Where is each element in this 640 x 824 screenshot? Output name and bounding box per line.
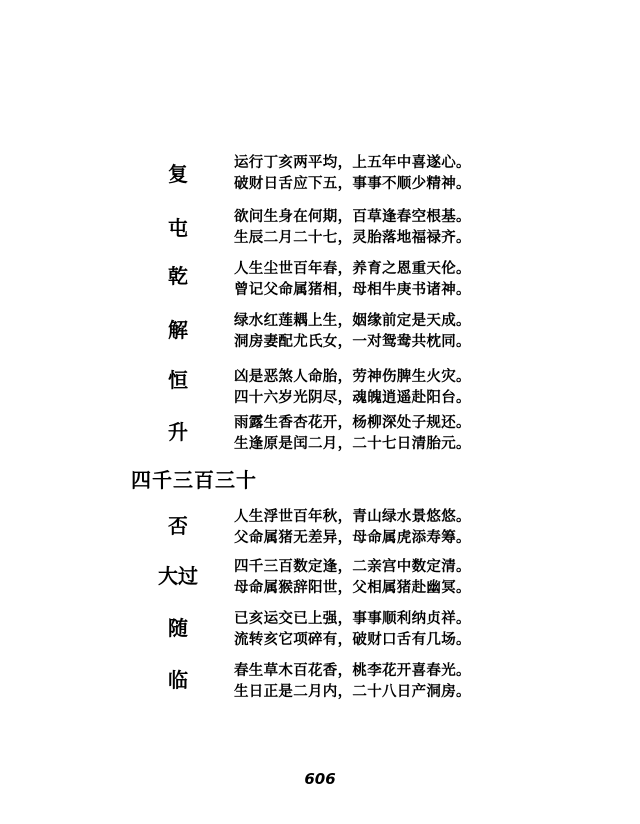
verse-entry-daguo xyxy=(0,554,640,610)
hexagram-name: 随 xyxy=(168,616,188,640)
verse-line-2: 洞房妻配尤氏女，一对鸳鸯共枕同。 xyxy=(234,333,471,350)
verse-entry-sheng xyxy=(0,410,640,466)
verse-line-1: 四千三百数定逢，二亲宫中数定清。 xyxy=(234,558,471,575)
verse-line-2: 流转亥它项碎有，破财口舌有几场。 xyxy=(234,631,471,648)
verse-entry-qian xyxy=(0,256,640,312)
verse-entry-lin xyxy=(0,658,640,714)
verse-line-1: 已亥运交已上强，事事顺利纳贞祥。 xyxy=(234,610,471,627)
hexagram-name: 解 xyxy=(168,318,188,342)
hexagram-name: 大过 xyxy=(158,564,198,588)
verse-line-2: 父命属猪无差异，母命属虎添寿筹。 xyxy=(234,529,471,546)
page-number: 606 xyxy=(304,770,336,788)
hexagram-name: 乾 xyxy=(168,264,188,288)
verse-line-1: 绿水红莲耦上生，姻缘前定是天成。 xyxy=(234,312,471,329)
hexagram-name: 复 xyxy=(168,162,188,186)
verse-line-1: 欲问生身在何期，百草逢春空根基。 xyxy=(234,208,471,225)
verse-line-2: 四十六岁光阴尽，魂魄逍遥赴阳台。 xyxy=(234,389,471,406)
hexagram-name: 升 xyxy=(168,420,188,444)
verse-line-2: 生辰二月二十七，灵胎落地福禄齐。 xyxy=(234,229,471,246)
verse-line-2: 破财日舌应下五，事事不顺少精神。 xyxy=(234,175,471,192)
hexagram-name: 临 xyxy=(168,668,188,692)
verse-line-1: 人生浮世百年秋，青山绿水景悠悠。 xyxy=(234,508,471,525)
verse-line-1: 凶是恶煞人命胎，劳神伤脾生火灾。 xyxy=(234,368,471,385)
verse-line-1: 雨露生香杏花开，杨柳深处子规还。 xyxy=(234,414,471,431)
verse-entry-fu xyxy=(0,150,640,206)
hexagram-name: 恒 xyxy=(168,368,188,392)
verse-line-1: 运行丁亥两平均，上五年中喜遂心。 xyxy=(234,154,471,171)
verse-line-2: 生日正是二月内，二十八日产洞房。 xyxy=(234,683,471,700)
verse-entry-pi xyxy=(0,504,640,560)
verse-line-2: 母命属猴辞阳世，父相属猪赴幽冥。 xyxy=(234,579,471,596)
verse-entry-xie xyxy=(0,308,640,364)
section-heading: 四千三百三十 xyxy=(131,468,257,492)
verse-entry-sui xyxy=(0,606,640,662)
hexagram-name: 屯 xyxy=(168,216,188,240)
hexagram-name: 否 xyxy=(168,514,188,538)
verse-line-1: 春生草木百花香，桃李花开喜春光。 xyxy=(234,662,471,679)
verse-line-2: 生逢原是闰二月，二十七日清胎元。 xyxy=(234,435,471,452)
verse-line-2: 曾记父命属猪相，母相牛庚书诸神。 xyxy=(234,281,471,298)
verse-entry-zhun xyxy=(0,204,640,260)
verse-line-1: 人生尘世百年春，养育之恩重天伦。 xyxy=(234,260,471,277)
